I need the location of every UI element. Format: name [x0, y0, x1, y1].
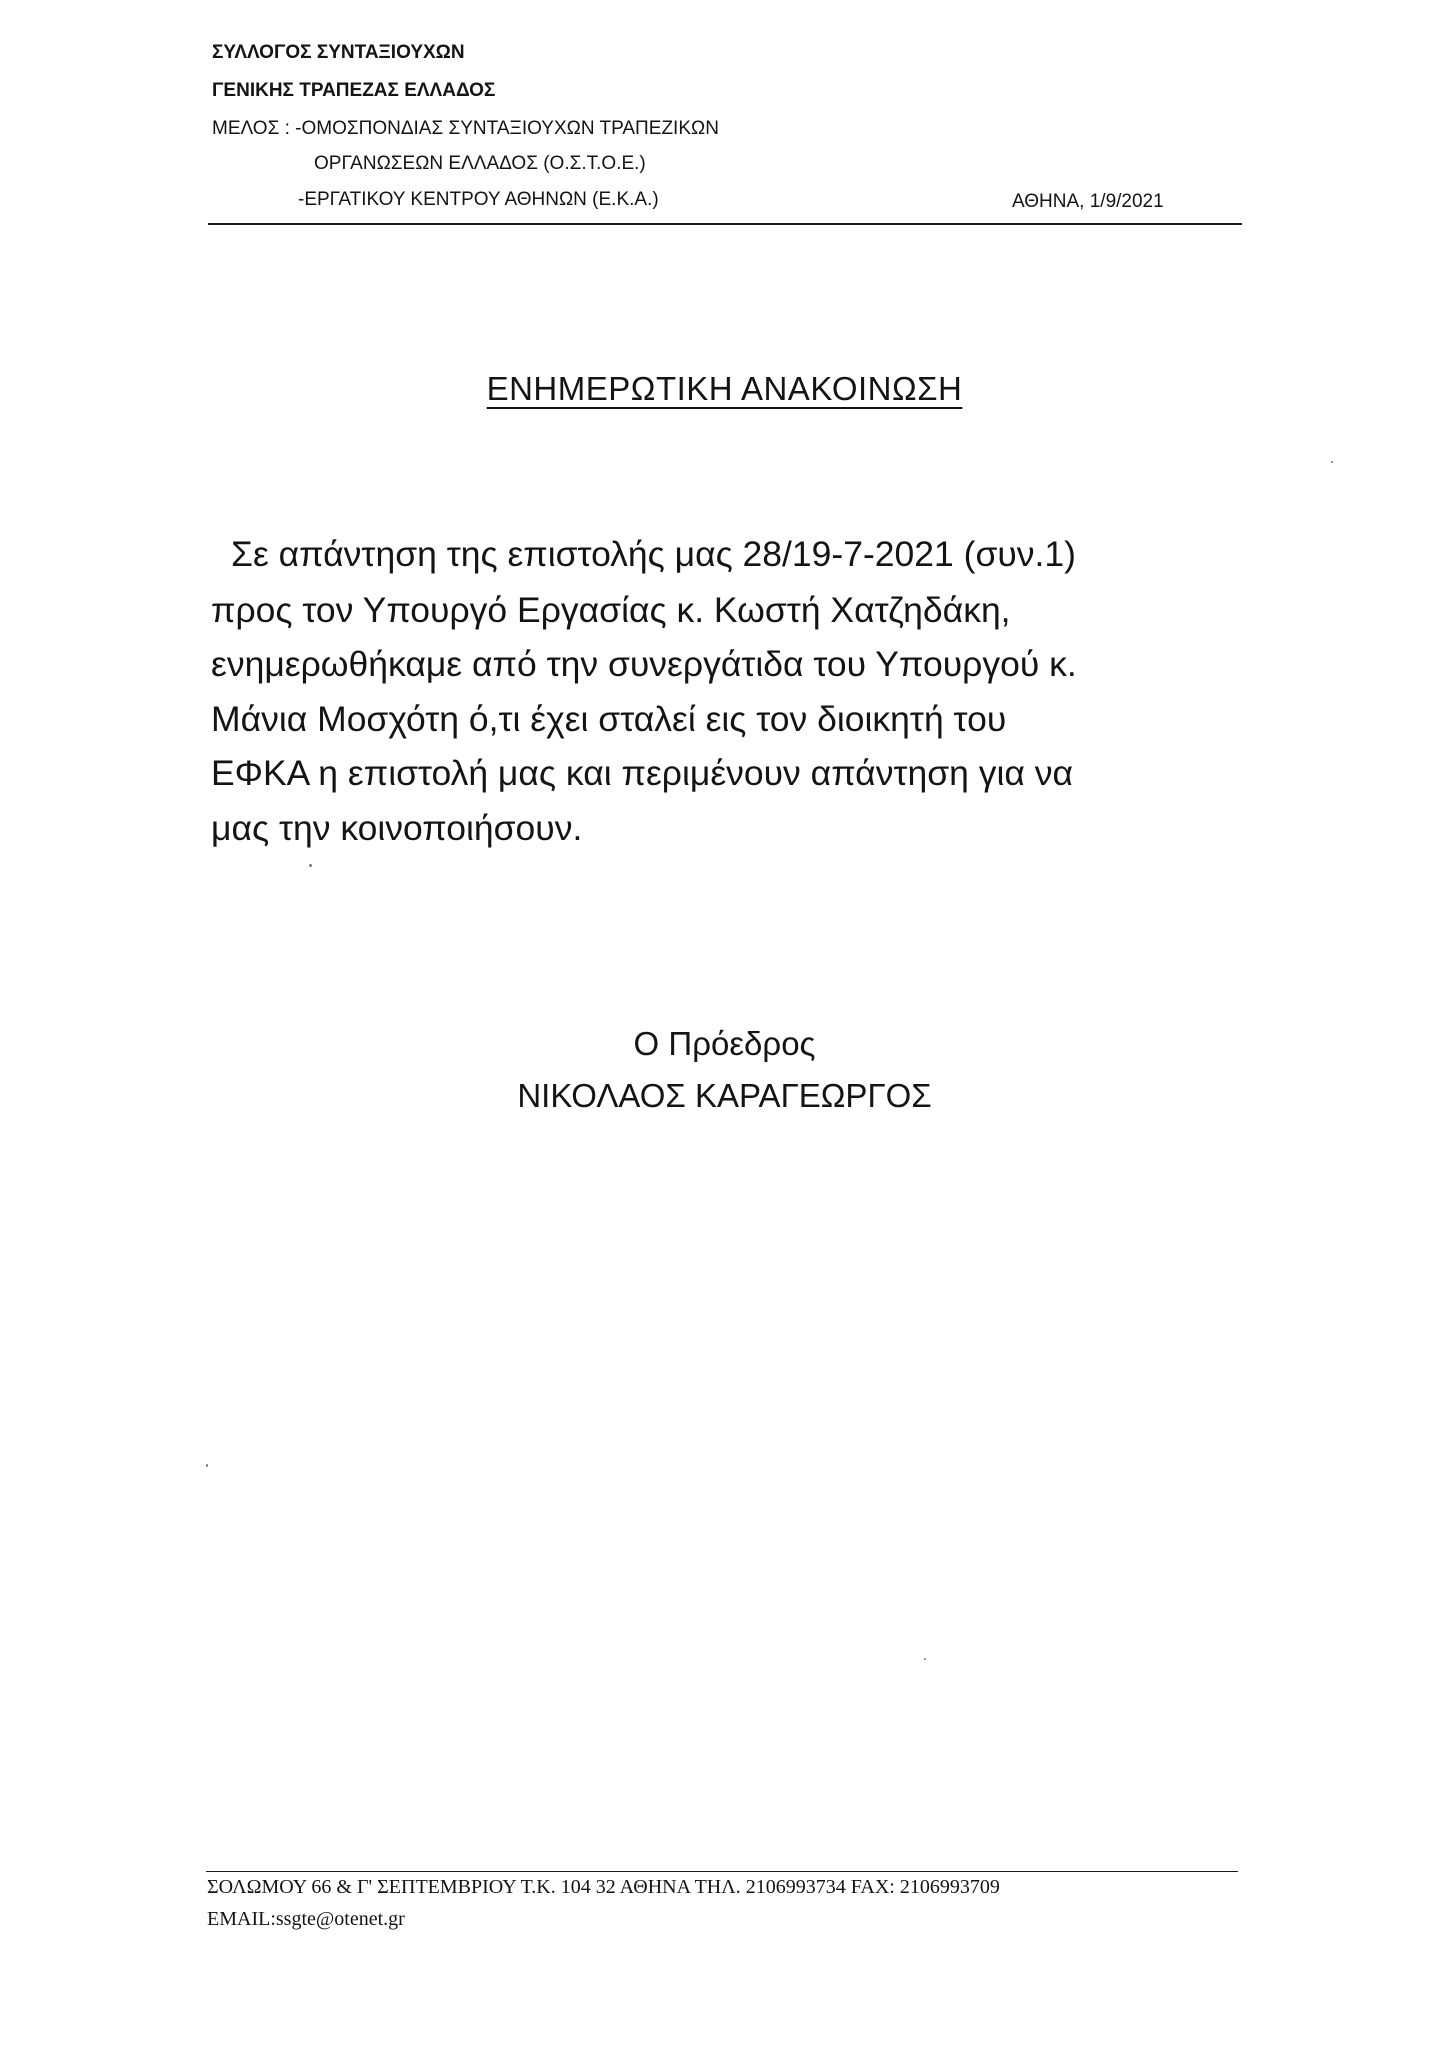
scan-speck [924, 1658, 926, 1660]
document-title [0, 369, 1449, 409]
body-line: ΕΦΚΑ η επιστολή μας και περιμένουν απάντηση για να [211, 753, 1074, 793]
footer-divider [206, 1871, 1238, 1872]
membership-line-2: ΟΡΓΑΝΩΣΕΩΝ ΕΛΛΑΔΟΣ (Ο.Σ.Τ.Ο.Ε.) [314, 153, 646, 174]
organization-bank-name: ΓΕΝΙΚΗΣ ΤΡΑΠΕΖΑΣ ΕΛΛΑΔΟΣ [212, 80, 496, 101]
header-divider [208, 223, 1242, 225]
signatory-role: Ο Πρόεδρος [633, 1025, 816, 1062]
body-line: Μάνια Μοσχότη ό,τι έχει σταλεί εις τον διοικητή του [211, 699, 1007, 739]
signatory-name: ΝΙΚΟΛΑΟΣ ΚΑΡΑΓΕΩΡΓΟΣ [517, 1077, 932, 1114]
scan-speck [309, 864, 312, 867]
membership-line-3: -ΕΡΓΑΤΙΚΟΥ ΚΕΝΤΡΟΥ ΑΘΗΝΩΝ (Ε.Κ.Α.) [298, 189, 659, 210]
scan-speck [1331, 461, 1333, 463]
scan-speck [206, 1464, 208, 1467]
document-title-text: ΕΝΗΜΕΡΩΤΙΚΗ ΑΝΑΚΟΙΝΩΣΗ [486, 370, 963, 407]
body-line: Σε απάντηση της επιστολής μας 28/19-7-2021 (συν.1) [231, 534, 1076, 574]
organization-name: ΣΥΛΛΟΓΟΣ ΣΥΝΤΑΞΙΟΥΧΩΝ [212, 42, 465, 63]
body-line: προς τον Υπουργό Εργασίας κ. Κωστή Χατζηδάκη, [211, 590, 1011, 630]
membership-line-1: ΜΕΛΟΣ : -ΟΜΟΣΠΟΝΔΙΑΣ ΣΥΝΤΑΞΙΟΥΧΩΝ ΤΡΑΠΕΖΙΚΩΝ [212, 118, 719, 139]
place-date: ΑΘΗΝΑ, 1/9/2021 [1012, 191, 1164, 212]
body-line: μας την κοινοποιήσουν. [211, 808, 583, 848]
footer-address: ΣΟΛΩΜΟΥ 66 & Γ' ΣΕΠΤΕΜΒΡΙΟΥ Τ.Κ. 104 32 ΑΘΗΝΑ ΤΗΛ. 2106993734 FAX: 2106993709 [207, 1876, 1000, 1898]
footer-email: EMAIL:ssgte@otenet.gr [207, 1908, 405, 1930]
body-line: ενημερωθήκαμε από την συνεργάτιδα του Υπουργού κ. [211, 644, 1077, 684]
